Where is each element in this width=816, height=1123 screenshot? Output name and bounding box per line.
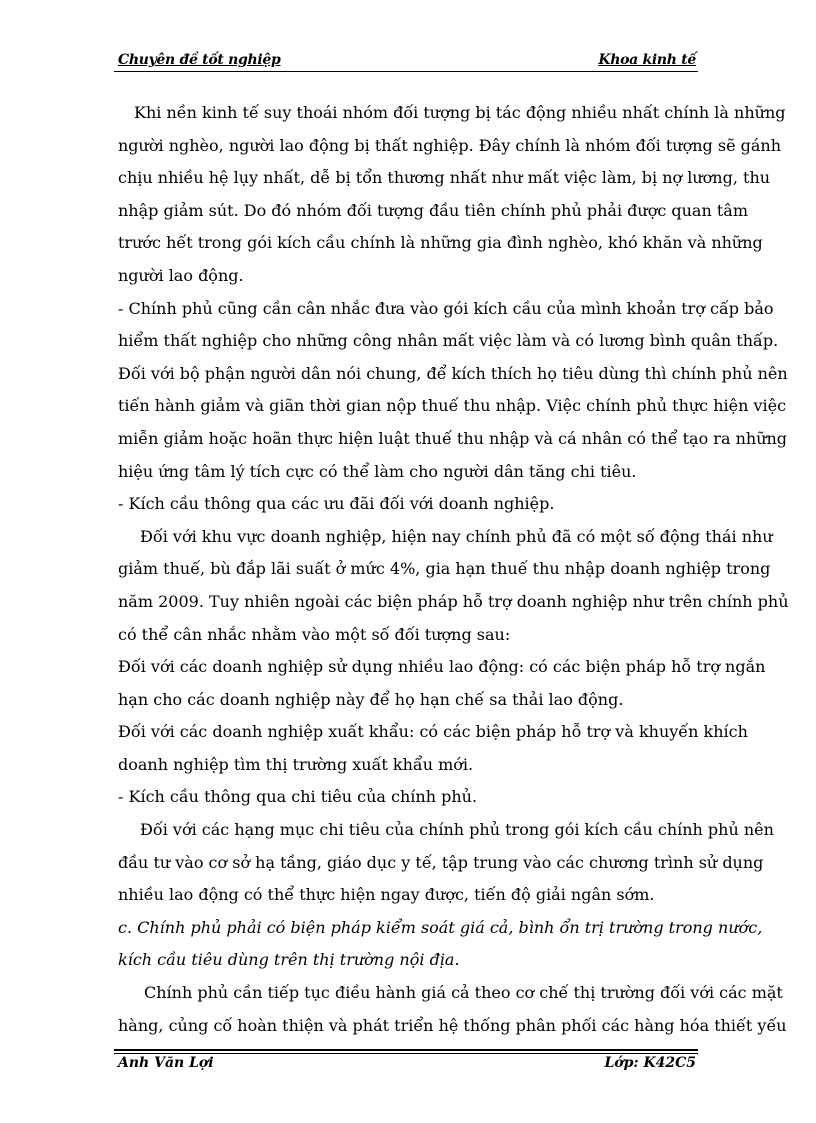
footer-rule-thin (114, 1053, 698, 1054)
paragraph-line: hiệu ứng tâm lý tích cực có thể làm cho người dân tăng chi tiêu. (118, 461, 637, 481)
paragraph-line: Đối với các doanh nghiệp xuất khẩu: có các biện pháp hỗ trợ và khuyến khích (118, 722, 748, 742)
header-rule (114, 71, 698, 72)
paragraph-line: Đối với khu vực doanh nghiệp, hiện nay chính phủ đã có một số động thái như (140, 526, 773, 546)
section-heading: c. Chính phủ phải có biện pháp kiểm soát giá cả, bình ổn trị trường trong nước, (118, 917, 763, 937)
paragraph-line: nhập giảm sút. Do đó nhóm đối tượng đầu tiên chính phủ phải được quan tâm (118, 200, 748, 220)
paragraph-line: hạn cho các doanh nghiệp này để họ hạn chế sa thải lao động. (118, 689, 624, 709)
paragraph-line: - Chính phủ cũng cần cân nhắc đưa vào gói kích cầu của mình khoản trợ cấp bảo (118, 298, 774, 318)
paragraph-line: miễn giảm hoặc hoãn thực hiện luật thuế thu nhập và cá nhân có thể tạo ra những (118, 428, 788, 448)
list-item-heading: - Kích cầu thông qua chi tiêu của chính phủ. (118, 787, 478, 807)
footer-rule (114, 1049, 698, 1051)
document-body (118, 97, 789, 1042)
paragraph-line: năm 2009. Tuy nhiên ngoài các biện pháp hỗ trợ doanh nghiệp như trên chính phủ (118, 591, 789, 611)
footer-class: Lớp: K42C5 (604, 1055, 696, 1071)
paragraph-line: Đối với bộ phận người dân nói chung, để kích thích họ tiêu dùng thì chính phủ nên (118, 363, 788, 383)
paragraph-line: giảm thuế, bù đắp lãi suất ở mức 4%, gia hạn thuế thu nhập doanh nghiệp trong (118, 559, 771, 579)
paragraph-line: có thể cân nhắc nhằm vào một số đối tượng sau: (118, 624, 511, 644)
paragraph-line: người lao động. (118, 265, 244, 285)
footer-author: Anh Văn Lợi (118, 1055, 214, 1071)
paragraph-line: Chính phủ cần tiếp tục điều hành giá cả theo cơ chế thị trường đối với các mặt (144, 983, 783, 1003)
paragraph-line: Đối với các hạng mục chi tiêu của chính phủ trong gói kích cầu chính phủ nên (140, 820, 774, 840)
paragraph-line: doanh nghiệp tìm thị trường xuất khẩu mới. (118, 754, 474, 774)
paragraph-line: hiểm thất nghiệp cho những công nhân mất việc làm và có lương bình quân thấp. (118, 331, 779, 351)
section-heading: kích cầu tiêu dùng trên thị trường nội địa. (118, 950, 460, 970)
header-faculty: Khoa kinh tế (598, 52, 696, 68)
page-header (114, 47, 698, 73)
list-item-heading: - Kích cầu thông qua các ưu đãi đối với doanh nghiệp. (118, 494, 555, 514)
paragraph-line: Khi nền kinh tế suy thoái nhóm đối tượng bị tác động nhiều nhất chính là những (134, 103, 786, 122)
paragraph-line: đầu tư vào cơ sở hạ tầng, giáo dục y tế, tập trung vào các chương trình sử dụng (118, 852, 764, 872)
paragraph-line: Đối với các doanh nghiệp sử dụng nhiều lao động: có các biện pháp hỗ trợ ngắn (118, 657, 766, 677)
header-thesis-title: Chuyên đề tốt nghiệp (118, 52, 281, 68)
paragraph-line: hàng, củng cố hoàn thiện và phát triển hệ thống phân phối các hàng hóa thiết yếu (118, 1015, 787, 1035)
paragraph-line: tiến hành giảm và giãn thời gian nộp thuế thu nhập. Việc chính phủ thực hiện việc (118, 396, 787, 416)
page-footer (114, 1055, 698, 1077)
paragraph-line: chịu nhiều hệ lụy nhất, dễ bị tổn thương nhất như mất việc làm, bị nợ lương, thu (118, 168, 771, 188)
paragraph-line: người nghèo, người lao động bị thất nghiệp. Đây chính là nhóm đối tượng sẽ gánh (118, 135, 782, 155)
paragraph-line: trước hết trong gói kích cầu chính là những gia đình nghèo, khó khăn và những (118, 233, 763, 253)
paragraph-line: nhiều lao động có thể thực hiện ngay được, tiến độ giải ngân sớm. (118, 885, 655, 905)
